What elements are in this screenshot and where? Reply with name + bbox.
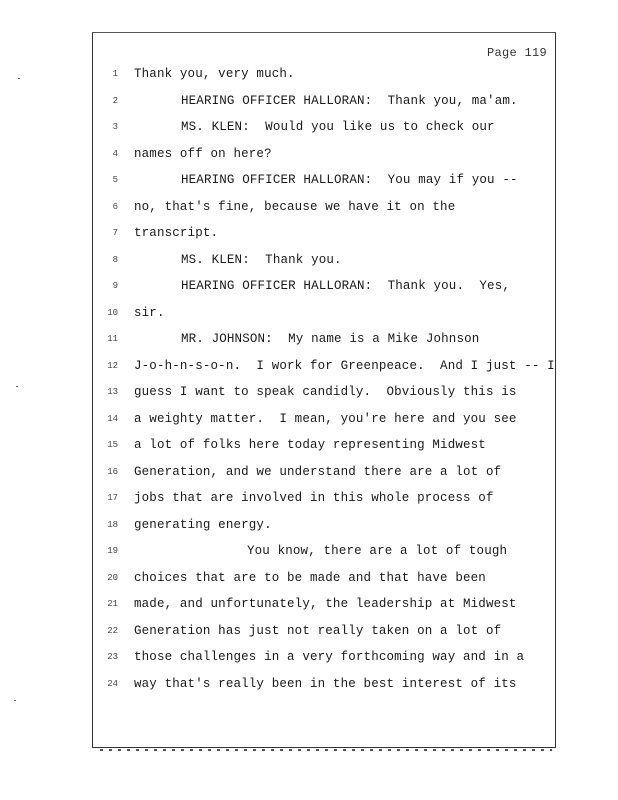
transcript-line: a lot of folks here today representing Midwest (134, 438, 486, 452)
line-number: 21 (107, 599, 118, 609)
line-number: 18 (107, 520, 118, 530)
line-number: 11 (107, 334, 118, 344)
transcript-line: MS. KLEN: Would you like us to check our (181, 120, 495, 134)
line-number: 17 (107, 493, 118, 503)
transcript-line: transcript. (134, 226, 219, 240)
line-number: 13 (107, 387, 118, 397)
transcript-line: generating energy. (134, 518, 272, 532)
line-number: 14 (107, 414, 118, 424)
transcript-line: Generation, and we understand there are a lot of (134, 465, 502, 479)
transcript-line: HEARING OFFICER HALLORAN: You may if you -- (181, 173, 518, 187)
scan-speck (14, 700, 16, 701)
transcript-line: a weighty matter. I mean, you're here and you see (134, 412, 517, 426)
scan-speck (18, 78, 20, 79)
line-number: 20 (107, 573, 118, 583)
line-number: 9 (112, 281, 118, 291)
line-number: 10 (107, 308, 118, 318)
line-number: 8 (112, 255, 118, 265)
line-number: 16 (107, 467, 118, 477)
transcript-line: way that's really been in the best interest of its (134, 677, 517, 691)
page-number: Page 119 (486, 46, 547, 60)
line-number: 3 (112, 122, 118, 132)
transcript-line: made, and unfortunately, the leadership at Midwest (134, 597, 517, 611)
transcript-line: no, that's fine, because we have it on the (134, 200, 456, 214)
transcript-line: MR. JOHNSON: My name is a Mike Johnson (181, 332, 480, 346)
scan-speck (16, 386, 18, 387)
line-number: 2 (112, 96, 118, 106)
transcript-line: names off on here? (134, 147, 272, 161)
line-number: 5 (112, 175, 118, 185)
line-number: 1 (112, 69, 118, 79)
transcript-line: HEARING OFFICER HALLORAN: Thank you, ma'am. (181, 94, 518, 108)
transcript-line: You know, there are a lot of tough (247, 544, 508, 558)
transcript-line: jobs that are involved in this whole process of (134, 491, 494, 505)
line-number: 12 (107, 361, 118, 371)
transcript-line: HEARING OFFICER HALLORAN: Thank you. Yes, (181, 279, 511, 293)
line-number: 19 (107, 546, 118, 556)
transcript-line: those challenges in a very forthcoming way and in a (134, 650, 525, 664)
line-number: 15 (107, 440, 118, 450)
line-number: 7 (112, 228, 118, 238)
line-number: 23 (107, 652, 118, 662)
transcript-line: MS. KLEN: Thank you. (181, 253, 342, 267)
transcript-line: Generation has just not really taken on a lot of (134, 624, 502, 638)
line-number: 24 (107, 679, 118, 689)
transcript-line: sir. (134, 306, 165, 320)
transcript-line: choices that are to be made and that have been (134, 571, 486, 585)
transcript-line: J-o-h-n-s-o-n. I work for Greenpeace. And I just -- I (134, 359, 555, 373)
transcript-line: guess I want to speak candidly. Obviously this is (134, 385, 517, 399)
line-number: 22 (107, 626, 118, 636)
scan-bottom-edge (100, 749, 552, 751)
line-number: 6 (112, 202, 118, 212)
transcript-line: Thank you, very much. (134, 67, 295, 81)
line-number: 4 (112, 149, 118, 159)
